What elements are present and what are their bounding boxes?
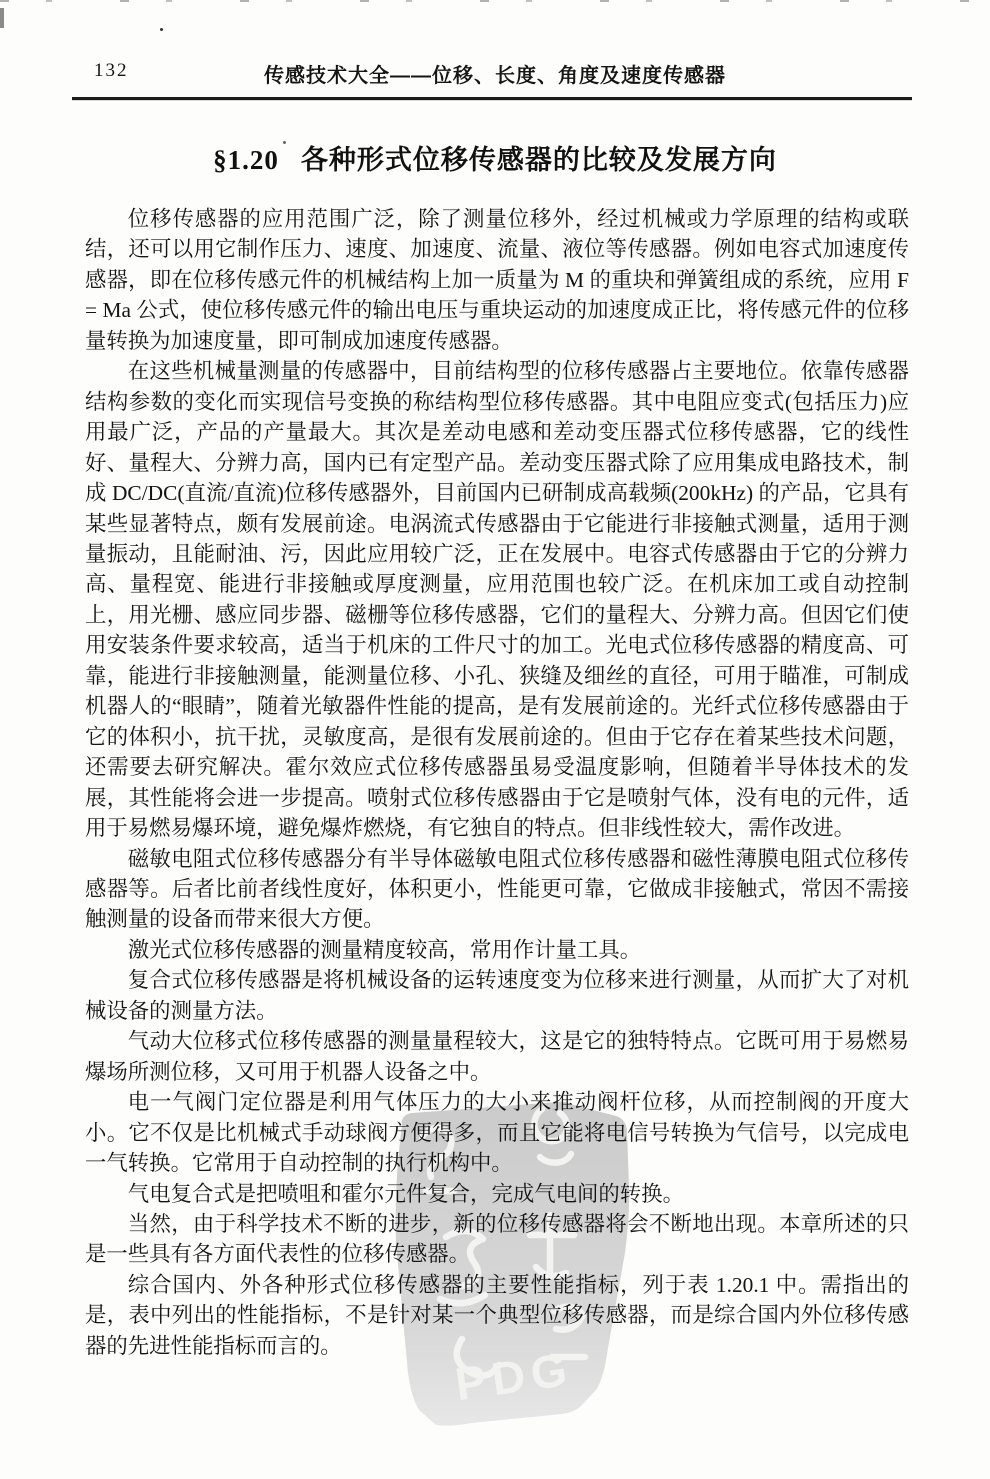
paragraph: 当然，由于科学技术不断的进步，新的位移传感器将会不断地出现。本章所述的只是一些具有各方面代表性的位移传感器。 [85, 1211, 909, 1267]
paragraph: 综合国内、外各种形式位移传感器的主要性能指标，列于表 1.20.1 中。需指出的是，表中列出的性能指标，不是针对某一个典型位移传感器，而是综合国内外位移传感器的先进性能指标而言的。 [85, 1272, 909, 1358]
header-rule [72, 97, 912, 100]
section-number: §1.20 [213, 145, 279, 175]
scan-speck [160, 28, 163, 31]
paragraph: 磁敏电阻式位移传感器分有半导体磁敏电阻式位移传感器和磁性薄膜电阻式位移传感器等。后者比前者线性度好，体积更小，性能更可靠，它做成非接触式，常因不需接触测量的设备而带来很大方便。 [85, 846, 909, 932]
running-title: 传感技术大全——位移、长度、角度及速度传感器 [264, 65, 726, 87]
section-heading [0, 138, 990, 177]
paragraph: 电一气阀门定位器是利用气体压力的大小来推动阀杆位移，从而控制阀的开度大小。它不仅是比机械式手动球阀方便得多，而且它能将电信号转换为气信号，以完成电一气转换。它常用于自动控制的执行机构中。 [85, 1090, 909, 1176]
paragraph: 位移传感器的应用范围广泛，除了测量位移外，经过机械或力学原理的结构或联结，还可以用它制作压力、速度、加速度、流量、液位等传感器。例如电容式加速度传感器，即在位移传感元件的机械结构上加一质量为 M 的重块和弹簧组成的系统，应用 F = Ma 公式，使位移传感元件的输出电压与重块运动的加速度成正比，将传感元件的位移量转换为加速度量，即可制成加速度传感器。 [85, 207, 909, 353]
body-text [85, 204, 909, 1361]
paragraph: 激光式位移传感器的测量精度较高，常用作计量工具。 [127, 937, 642, 962]
paragraph: 在这些机械量测量的传感器中，目前结构型的位移传感器占主要地位。依靠传感器结构参数的变化而实现信号变换的称结构型位移传感器。其中电阻应变式(包括压力)应用最广泛，产品的产量最大。其次是差动电感和差动变压器式位移传感器，它的线性好、量程大、分辨力高，国内已有定型产品。差动变压器式除了应用集成电路技术，制成 DC/DC(直流/直流)位移传感器外，目前国内已研制成高载频(200kHz) 的产品，它具有某些显著特点，颇有发展前途。电涡流式传感器由于它能进行非接触式测量，适用于测量振动，且能耐油、污，因此应用较广泛，正在发展中。电容式传感器由于它的分辨力高、量程宽、能进行非接触或厚度测量，应用范围也较广泛。在机床加工或自动控制上，用光栅、感应同步器、磁栅等位移传感器，它们的量程大、分辨力高。但因它们使用安装条件要求较高，适当于机床的工件尺寸的加工。光电式位移传感器的精度高、可靠，能进行非接触测量，能测量位移、小孔、狭缝及细丝的直径，可用于瞄准，可制成机器人的“眼睛”，随着光敏器件性能的提高，是有发展前途的。光纤式位移传感器由于它的体积小，抗干扰，灵敏度高，是很有发展前途的。但由于它存在着某些技术问题，还需要去研究解决。霍尔效应式位移传感器虽易受温度影响，但随着半导体技术的发展，其性能将会进一步提高。喷射式位移传感器由于它是喷射气体，没有电的元件，适用于易燃易爆环境，避免爆炸燃烧，有它独自的特点。但非线性较大，需作改进。 [85, 359, 909, 841]
page-number: 132 [94, 60, 129, 81]
paragraph: 复合式位移传感器是将机械设备的运转速度变为位移来进行测量，从而扩大了对机械设备的测量方法。 [85, 968, 909, 1023]
paragraph: 气电复合式是把喷咀和霍尔元件复合，完成气电间的转换。 [127, 1181, 684, 1206]
scan-edge-artifact [0, 0, 990, 2]
watermark-label: PDG [452, 1342, 576, 1411]
paragraph: 气动大位移式位移传感器的测量量程较大，这是它的独特特点。它既可用于易燃易爆场所测位移，又可用于机器人设备之中。 [85, 1029, 909, 1084]
scan-edge-artifact [0, 8, 4, 28]
section-title: 各种形式位移传感器的比较及发展方向 [300, 145, 777, 175]
